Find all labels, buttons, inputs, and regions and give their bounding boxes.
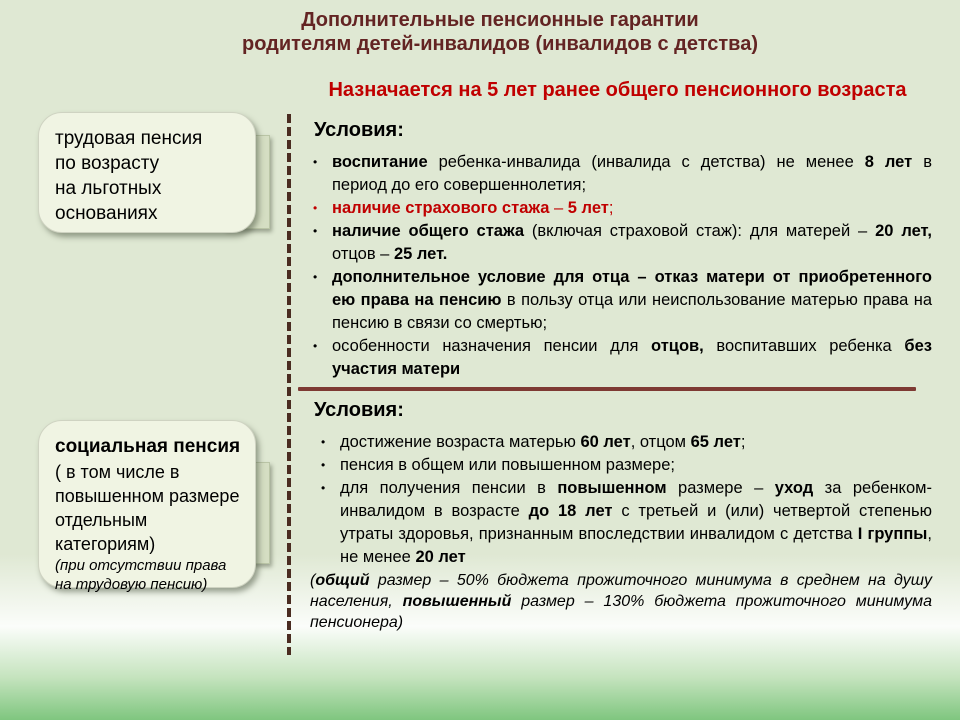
condition-item <box>310 266 932 335</box>
box-labor-line: основаниях <box>55 203 158 224</box>
condition-text: наличие общего стажа (включая страховой стаж): для матерей – 20 лет, отцов – 25 лет. <box>332 222 932 263</box>
condition-item <box>310 220 932 266</box>
conditions-column <box>310 116 932 633</box>
box-social-italic-line: на трудовую пенсию) <box>55 576 208 593</box>
box-labor-line: по возрасту <box>55 153 160 174</box>
bullet-icon: • <box>321 435 326 449</box>
slide-title-line2: родителям детей-инвалидов (инвалидов с детства) <box>242 33 758 55</box>
condition-text: воспитание ребенка-инвалида (инвалида с детства) не менее 8 лет в период до его совершеннолетия; <box>332 153 932 194</box>
condition-item <box>310 335 932 381</box>
condition-text: достижение возраста матерью 60 лет, отцом 65 лет; <box>340 433 746 451</box>
conditions-list-labor <box>310 151 932 381</box>
box-social-body <box>38 420 256 593</box>
bullet-icon: • <box>313 224 318 238</box>
condition-text: наличие страхового стажа – 5 лет; <box>332 199 614 217</box>
size-note: (общий размер – 50% бюджета прожиточного минимума в среднем на душу населения, повышенный размер – 130% бюджета прожиточного минимума пенсионера) <box>310 572 932 631</box>
condition-item <box>310 431 932 454</box>
bullet-icon: • <box>313 339 318 353</box>
box-labor-line: на льготных <box>55 178 162 199</box>
box-social-title: социальная пенсия <box>55 436 241 457</box>
box-labor-line: трудовая пенсия <box>55 128 203 149</box>
section-divider <box>298 387 916 391</box>
condition-item <box>310 197 932 220</box>
condition-text: дополнительное условие для отца – отказ матери от приобретенного ею права на пенсию в пользу отца или неиспользование матерью права на пенсию в связи со смертью; <box>332 268 932 332</box>
box-social-line: ( в том числе в <box>55 462 180 482</box>
slide-title <box>50 8 950 56</box>
box-social-line: отдельным категориям) <box>55 510 156 554</box>
condition-text: пенсия в общем или повышенном размере; <box>340 456 675 474</box>
bullet-icon: • <box>321 481 326 495</box>
dashed-divider-vertical <box>287 114 291 655</box>
box-labor-body <box>38 112 256 233</box>
bullet-icon: • <box>313 270 318 284</box>
condition-item <box>310 151 932 197</box>
conditions-list-social <box>310 431 932 569</box>
section-heading: Условия: <box>314 399 404 421</box>
bullet-icon: • <box>313 155 318 169</box>
pension-type-box-social <box>38 420 256 593</box>
condition-item <box>310 454 932 477</box>
slide-subtitle: Назначается на 5 лет ранее общего пенсионного возраста <box>328 79 907 101</box>
bullet-icon: • <box>313 201 318 215</box>
section-heading: Условия: <box>314 119 404 141</box>
pension-type-box-labor <box>38 112 256 233</box>
box-social-line: повышенном размере <box>55 486 240 506</box>
slide-title-line1: Дополнительные пенсионные гарантии <box>301 9 699 31</box>
bullet-icon: • <box>321 458 326 472</box>
condition-text: особенности назначения пенсии для отцов, воспитавших ребенка без участия матери <box>332 337 932 378</box>
condition-text: для получения пенсии в повышенном размере – уход за ребенком-инвалидом в возрасте до 18 лет с третьей и (или) четвертой степенью утраты здоровья, признанным впоследствии инвалидом с детства I группы, не менее 20 лет <box>340 479 933 566</box>
box-social-italic-line: (при отсутствии права <box>55 557 227 574</box>
condition-item <box>310 477 932 569</box>
